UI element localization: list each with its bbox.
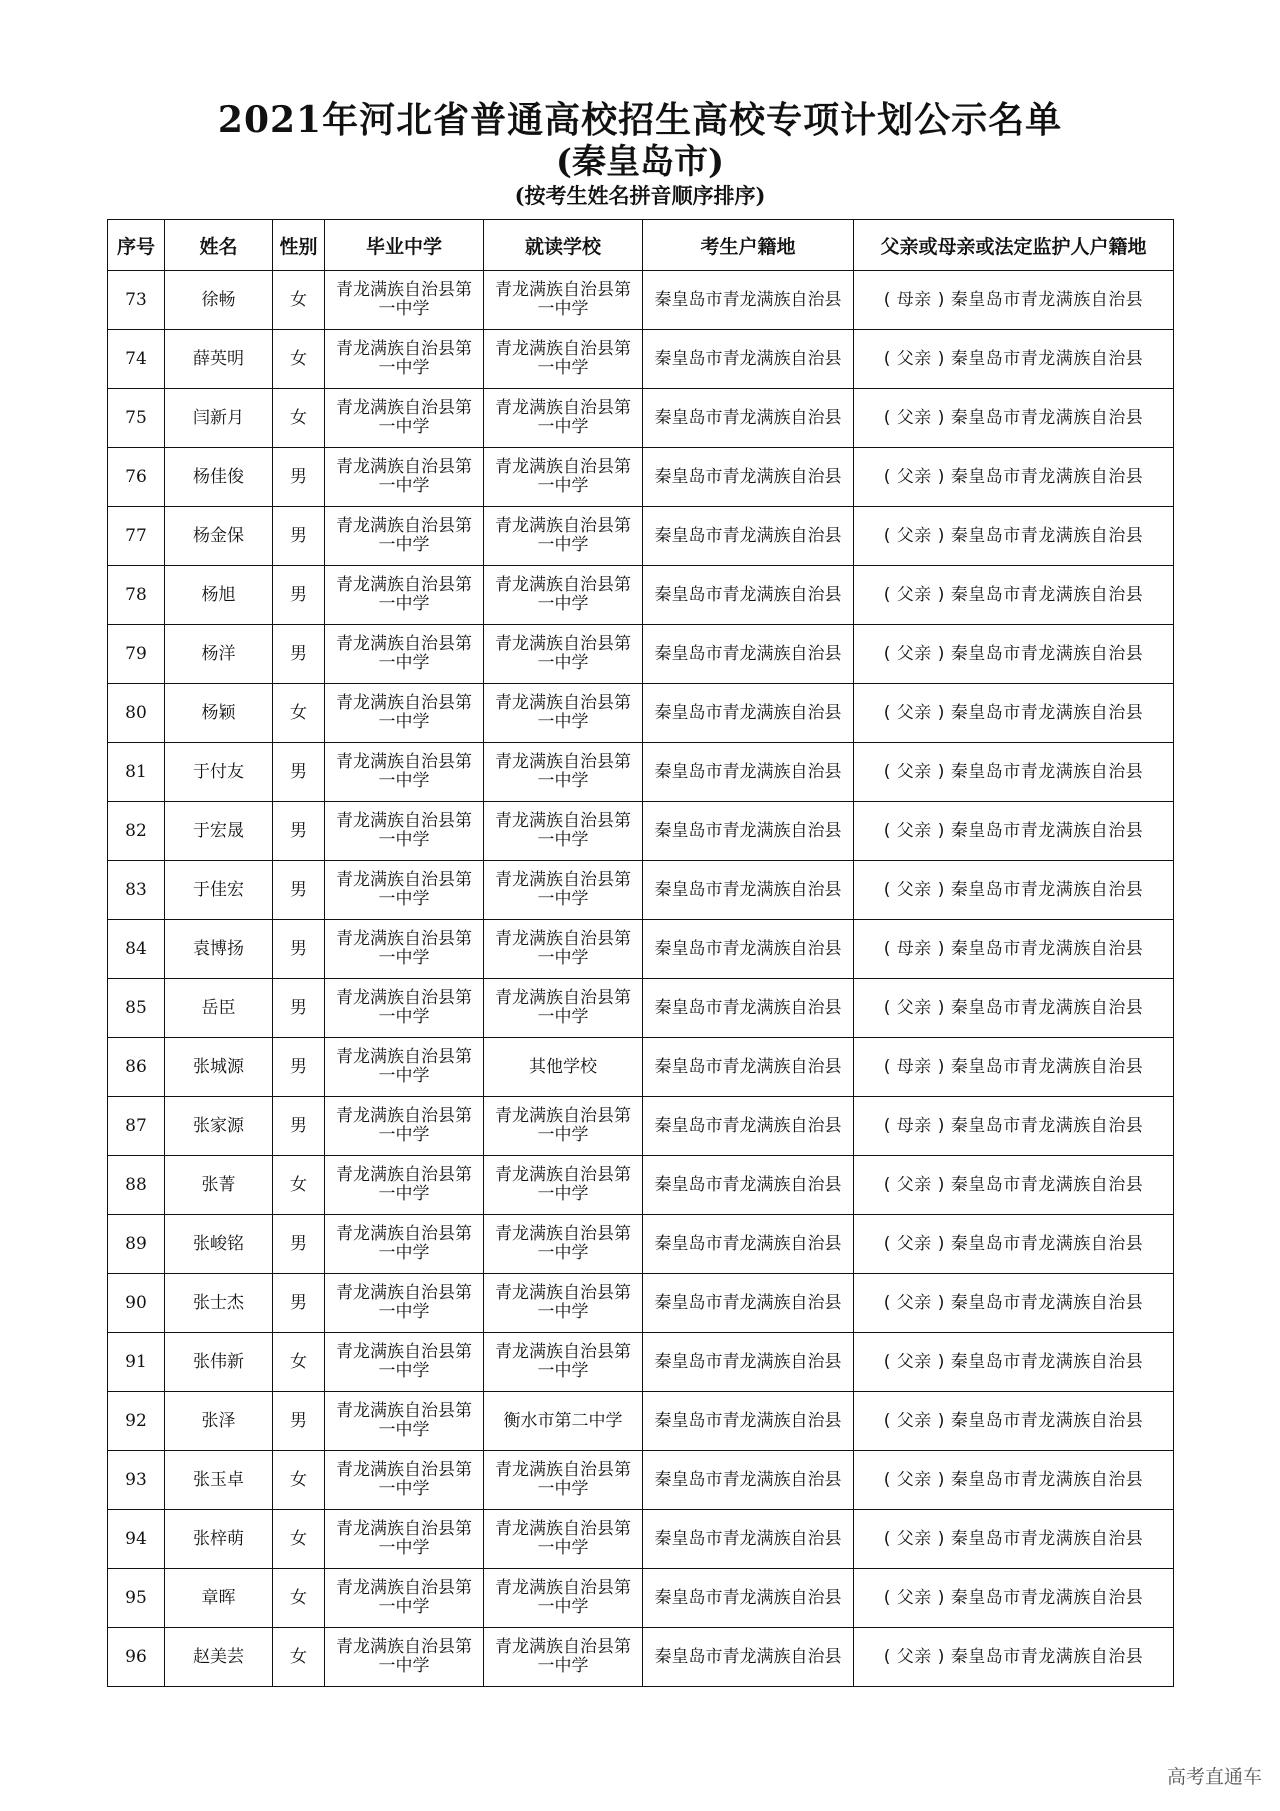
cell-graduation-school: 青龙满族自治县第一中学: [325, 743, 484, 802]
cell-gender: 男: [273, 979, 325, 1038]
cell-current-school: 衡水市第二中学: [484, 1392, 643, 1451]
cell-hukou: 秦皇岛市青龙满族自治县: [643, 625, 854, 684]
cell-index: 83: [108, 861, 165, 920]
table-row: [108, 1392, 1174, 1451]
cell-name: 张士杰: [165, 1274, 273, 1333]
cell-name: 于宏晟: [165, 802, 273, 861]
table-row: [108, 625, 1174, 684]
cell-index: 94: [108, 1510, 165, 1569]
cell-hukou: 秦皇岛市青龙满族自治县: [643, 920, 854, 979]
cell-hukou: 秦皇岛市青龙满族自治县: [643, 861, 854, 920]
cell-hukou: 秦皇岛市青龙满族自治县: [643, 566, 854, 625]
cell-current-school: 青龙满族自治县第一中学: [484, 448, 643, 507]
cell-index: 73: [108, 271, 165, 330]
cell-graduation-school: 青龙满族自治县第一中学: [325, 802, 484, 861]
cell-index: 96: [108, 1628, 165, 1687]
document-title: 2021年河北省普通高校招生高校专项计划公示名单: [217, 99, 1063, 141]
table-header: [108, 220, 1174, 271]
cell-current-school: 青龙满族自治县第一中学: [484, 1569, 643, 1628]
cell-index: 77: [108, 507, 165, 566]
header-row: [108, 220, 1174, 271]
cell-graduation-school: 青龙满族自治县第一中学: [325, 271, 484, 330]
cell-name: 袁博扬: [165, 920, 273, 979]
cell-guardian-hukou: ( 父亲 ) 秦皇岛市青龙满族自治县: [854, 1333, 1174, 1392]
cell-graduation-school: 青龙满族自治县第一中学: [325, 566, 484, 625]
cell-graduation-school: 青龙满族自治县第一中学: [325, 1038, 484, 1097]
cell-hukou: 秦皇岛市青龙满族自治县: [643, 979, 854, 1038]
cell-hukou: 秦皇岛市青龙满族自治县: [643, 330, 854, 389]
cell-guardian-hukou: ( 父亲 ) 秦皇岛市青龙满族自治县: [854, 1392, 1174, 1451]
cell-current-school: 其他学校: [484, 1038, 643, 1097]
cell-guardian-hukou: ( 父亲 ) 秦皇岛市青龙满族自治县: [854, 389, 1174, 448]
cell-graduation-school: 青龙满族自治县第一中学: [325, 1451, 484, 1510]
cell-gender: 男: [273, 861, 325, 920]
cell-graduation-school: 青龙满族自治县第一中学: [325, 507, 484, 566]
table-row: [108, 1038, 1174, 1097]
cell-name: 赵美芸: [165, 1628, 273, 1687]
cell-graduation-school: 青龙满族自治县第一中学: [325, 861, 484, 920]
header-name: 姓名: [165, 220, 273, 271]
cell-hukou: 秦皇岛市青龙满族自治县: [643, 743, 854, 802]
cell-guardian-hukou: ( 母亲 ) 秦皇岛市青龙满族自治县: [854, 271, 1174, 330]
cell-gender: 男: [273, 1215, 325, 1274]
table-row: [108, 743, 1174, 802]
cell-current-school: 青龙满族自治县第一中学: [484, 1156, 643, 1215]
cell-current-school: 青龙满族自治县第一中学: [484, 1333, 643, 1392]
cell-guardian-hukou: ( 父亲 ) 秦皇岛市青龙满族自治县: [854, 1215, 1174, 1274]
cell-graduation-school: 青龙满族自治县第一中学: [325, 684, 484, 743]
watermark: 高考直通车: [1166, 1766, 1262, 1788]
table-row: [108, 566, 1174, 625]
cell-guardian-hukou: ( 父亲 ) 秦皇岛市青龙满族自治县: [854, 507, 1174, 566]
cell-gender: 男: [273, 1038, 325, 1097]
cell-name: 张梓萌: [165, 1510, 273, 1569]
cell-name: 岳臣: [165, 979, 273, 1038]
table-row: [108, 1510, 1174, 1569]
cell-index: 92: [108, 1392, 165, 1451]
cell-name: 章晖: [165, 1569, 273, 1628]
cell-name: 徐畅: [165, 271, 273, 330]
cell-current-school: 青龙满族自治县第一中学: [484, 1628, 643, 1687]
cell-guardian-hukou: ( 父亲 ) 秦皇岛市青龙满族自治县: [854, 1510, 1174, 1569]
cell-current-school: 青龙满族自治县第一中学: [484, 1097, 643, 1156]
cell-guardian-hukou: ( 父亲 ) 秦皇岛市青龙满族自治县: [854, 802, 1174, 861]
cell-index: 78: [108, 566, 165, 625]
cell-index: 86: [108, 1038, 165, 1097]
cell-index: 75: [108, 389, 165, 448]
cell-name: 张伟新: [165, 1333, 273, 1392]
cell-index: 74: [108, 330, 165, 389]
cell-hukou: 秦皇岛市青龙满族自治县: [643, 1215, 854, 1274]
cell-graduation-school: 青龙满族自治县第一中学: [325, 979, 484, 1038]
cell-current-school: 青龙满族自治县第一中学: [484, 684, 643, 743]
cell-gender: 男: [273, 802, 325, 861]
cell-gender: 男: [273, 1392, 325, 1451]
cell-hukou: 秦皇岛市青龙满族自治县: [643, 684, 854, 743]
cell-hukou: 秦皇岛市青龙满族自治县: [643, 1628, 854, 1687]
cell-name: 张城源: [165, 1038, 273, 1097]
cell-current-school: 青龙满族自治县第一中学: [484, 979, 643, 1038]
cell-graduation-school: 青龙满族自治县第一中学: [325, 1628, 484, 1687]
cell-hukou: 秦皇岛市青龙满族自治县: [643, 1097, 854, 1156]
cell-guardian-hukou: ( 父亲 ) 秦皇岛市青龙满族自治县: [854, 743, 1174, 802]
cell-name: 薛英明: [165, 330, 273, 389]
cell-hukou: 秦皇岛市青龙满族自治县: [643, 802, 854, 861]
cell-guardian-hukou: ( 父亲 ) 秦皇岛市青龙满族自治县: [854, 566, 1174, 625]
cell-graduation-school: 青龙满族自治县第一中学: [325, 1156, 484, 1215]
cell-graduation-school: 青龙满族自治县第一中学: [325, 1215, 484, 1274]
cell-gender: 女: [273, 684, 325, 743]
table-row: [108, 920, 1174, 979]
cell-current-school: 青龙满族自治县第一中学: [484, 743, 643, 802]
cell-graduation-school: 青龙满族自治县第一中学: [325, 1392, 484, 1451]
cell-name: 于佳宏: [165, 861, 273, 920]
cell-hukou: 秦皇岛市青龙满族自治县: [643, 1510, 854, 1569]
cell-hukou: 秦皇岛市青龙满族自治县: [643, 1274, 854, 1333]
cell-gender: 女: [273, 330, 325, 389]
cell-guardian-hukou: ( 父亲 ) 秦皇岛市青龙满族自治县: [854, 1628, 1174, 1687]
cell-index: 82: [108, 802, 165, 861]
cell-gender: 女: [273, 1510, 325, 1569]
sort-note: (按考生姓名拼音顺序排序): [514, 183, 766, 208]
cell-name: 张峻铭: [165, 1215, 273, 1274]
table-row: [108, 1215, 1174, 1274]
table-row: [108, 1628, 1174, 1687]
cell-guardian-hukou: ( 父亲 ) 秦皇岛市青龙满族自治县: [854, 979, 1174, 1038]
table-row: [108, 979, 1174, 1038]
cell-gender: 女: [273, 1451, 325, 1510]
cell-hukou: 秦皇岛市青龙满族自治县: [643, 1451, 854, 1510]
student-table: [107, 219, 1174, 1687]
cell-hukou: 秦皇岛市青龙满族自治县: [643, 448, 854, 507]
cell-gender: 男: [273, 1274, 325, 1333]
cell-guardian-hukou: ( 父亲 ) 秦皇岛市青龙满族自治县: [854, 1451, 1174, 1510]
cell-hukou: 秦皇岛市青龙满族自治县: [643, 389, 854, 448]
cell-graduation-school: 青龙满族自治县第一中学: [325, 1569, 484, 1628]
cell-hukou: 秦皇岛市青龙满族自治县: [643, 1569, 854, 1628]
cell-gender: 女: [273, 1156, 325, 1215]
cell-graduation-school: 青龙满族自治县第一中学: [325, 448, 484, 507]
cell-guardian-hukou: ( 父亲 ) 秦皇岛市青龙满族自治县: [854, 1156, 1174, 1215]
cell-guardian-hukou: ( 父亲 ) 秦皇岛市青龙满族自治县: [854, 1274, 1174, 1333]
cell-name: 杨洋: [165, 625, 273, 684]
cell-hukou: 秦皇岛市青龙满族自治县: [643, 271, 854, 330]
cell-guardian-hukou: ( 父亲 ) 秦皇岛市青龙满族自治县: [854, 448, 1174, 507]
cell-current-school: 青龙满族自治县第一中学: [484, 625, 643, 684]
cell-graduation-school: 青龙满族自治县第一中学: [325, 1510, 484, 1569]
cell-guardian-hukou: ( 母亲 ) 秦皇岛市青龙满族自治县: [854, 1097, 1174, 1156]
cell-index: 84: [108, 920, 165, 979]
cell-current-school: 青龙满族自治县第一中学: [484, 1215, 643, 1274]
cell-current-school: 青龙满族自治县第一中学: [484, 861, 643, 920]
header-graduation-school: 毕业中学: [325, 220, 484, 271]
table-row: [108, 802, 1174, 861]
cell-name: 杨颖: [165, 684, 273, 743]
cell-hukou: 秦皇岛市青龙满族自治县: [643, 507, 854, 566]
cell-gender: 男: [273, 920, 325, 979]
cell-current-school: 青龙满族自治县第一中学: [484, 271, 643, 330]
cell-current-school: 青龙满族自治县第一中学: [484, 1510, 643, 1569]
cell-name: 于付友: [165, 743, 273, 802]
table-row: [108, 1097, 1174, 1156]
table-row: [108, 1451, 1174, 1510]
header-guardian-hukou: 父亲或母亲或法定监护人户籍地: [854, 220, 1174, 271]
cell-name: 张玉卓: [165, 1451, 273, 1510]
cell-name: 张菁: [165, 1156, 273, 1215]
cell-index: 95: [108, 1569, 165, 1628]
table-row: [108, 861, 1174, 920]
table-row: [108, 389, 1174, 448]
document-subtitle: (秦皇岛市): [555, 142, 725, 182]
cell-guardian-hukou: ( 母亲 ) 秦皇岛市青龙满族自治县: [854, 920, 1174, 979]
table-row: [108, 330, 1174, 389]
cell-guardian-hukou: ( 母亲 ) 秦皇岛市青龙满族自治县: [854, 1038, 1174, 1097]
table-body: [108, 271, 1174, 1687]
cell-guardian-hukou: ( 父亲 ) 秦皇岛市青龙满族自治县: [854, 1569, 1174, 1628]
cell-gender: 男: [273, 448, 325, 507]
table-row: [108, 448, 1174, 507]
cell-index: 91: [108, 1333, 165, 1392]
cell-name: 张泽: [165, 1392, 273, 1451]
cell-index: 90: [108, 1274, 165, 1333]
table-row: [108, 1333, 1174, 1392]
cell-graduation-school: 青龙满族自治县第一中学: [325, 389, 484, 448]
cell-name: 杨佳俊: [165, 448, 273, 507]
cell-gender: 男: [273, 743, 325, 802]
cell-graduation-school: 青龙满族自治县第一中学: [325, 1097, 484, 1156]
cell-gender: 男: [273, 1097, 325, 1156]
header-index: 序号: [108, 220, 165, 271]
cell-graduation-school: 青龙满族自治县第一中学: [325, 1274, 484, 1333]
cell-hukou: 秦皇岛市青龙满族自治县: [643, 1156, 854, 1215]
cell-guardian-hukou: ( 父亲 ) 秦皇岛市青龙满族自治县: [854, 330, 1174, 389]
cell-index: 88: [108, 1156, 165, 1215]
cell-index: 89: [108, 1215, 165, 1274]
cell-current-school: 青龙满族自治县第一中学: [484, 507, 643, 566]
cell-graduation-school: 青龙满族自治县第一中学: [325, 625, 484, 684]
header-current-school: 就读学校: [484, 220, 643, 271]
table-row: [108, 271, 1174, 330]
cell-index: 76: [108, 448, 165, 507]
cell-gender: 男: [273, 507, 325, 566]
cell-graduation-school: 青龙满族自治县第一中学: [325, 1333, 484, 1392]
cell-graduation-school: 青龙满族自治县第一中学: [325, 920, 484, 979]
cell-index: 93: [108, 1451, 165, 1510]
cell-index: 79: [108, 625, 165, 684]
cell-hukou: 秦皇岛市青龙满族自治县: [643, 1392, 854, 1451]
cell-index: 85: [108, 979, 165, 1038]
cell-name: 闫新月: [165, 389, 273, 448]
cell-name: 杨金保: [165, 507, 273, 566]
cell-index: 80: [108, 684, 165, 743]
cell-graduation-school: 青龙满族自治县第一中学: [325, 330, 484, 389]
cell-gender: 男: [273, 566, 325, 625]
cell-current-school: 青龙满族自治县第一中学: [484, 330, 643, 389]
table-row: [108, 1274, 1174, 1333]
cell-current-school: 青龙满族自治县第一中学: [484, 566, 643, 625]
cell-gender: 女: [273, 389, 325, 448]
cell-gender: 女: [273, 1628, 325, 1687]
cell-gender: 女: [273, 1333, 325, 1392]
table-row: [108, 1569, 1174, 1628]
cell-index: 87: [108, 1097, 165, 1156]
cell-current-school: 青龙满族自治县第一中学: [484, 920, 643, 979]
cell-guardian-hukou: ( 父亲 ) 秦皇岛市青龙满族自治县: [854, 861, 1174, 920]
cell-guardian-hukou: ( 父亲 ) 秦皇岛市青龙满族自治县: [854, 625, 1174, 684]
cell-index: 81: [108, 743, 165, 802]
cell-guardian-hukou: ( 父亲 ) 秦皇岛市青龙满族自治县: [854, 684, 1174, 743]
cell-gender: 女: [273, 271, 325, 330]
table-row: [108, 1156, 1174, 1215]
cell-name: 杨旭: [165, 566, 273, 625]
cell-current-school: 青龙满族自治县第一中学: [484, 1451, 643, 1510]
table-row: [108, 507, 1174, 566]
header-gender: 性别: [273, 220, 325, 271]
cell-current-school: 青龙满族自治县第一中学: [484, 802, 643, 861]
cell-hukou: 秦皇岛市青龙满族自治县: [643, 1038, 854, 1097]
cell-current-school: 青龙满族自治县第一中学: [484, 389, 643, 448]
cell-gender: 女: [273, 1569, 325, 1628]
table-row: [108, 684, 1174, 743]
cell-name: 张家源: [165, 1097, 273, 1156]
cell-current-school: 青龙满族自治县第一中学: [484, 1274, 643, 1333]
cell-hukou: 秦皇岛市青龙满族自治县: [643, 1333, 854, 1392]
header-hukou: 考生户籍地: [643, 220, 854, 271]
cell-gender: 男: [273, 625, 325, 684]
